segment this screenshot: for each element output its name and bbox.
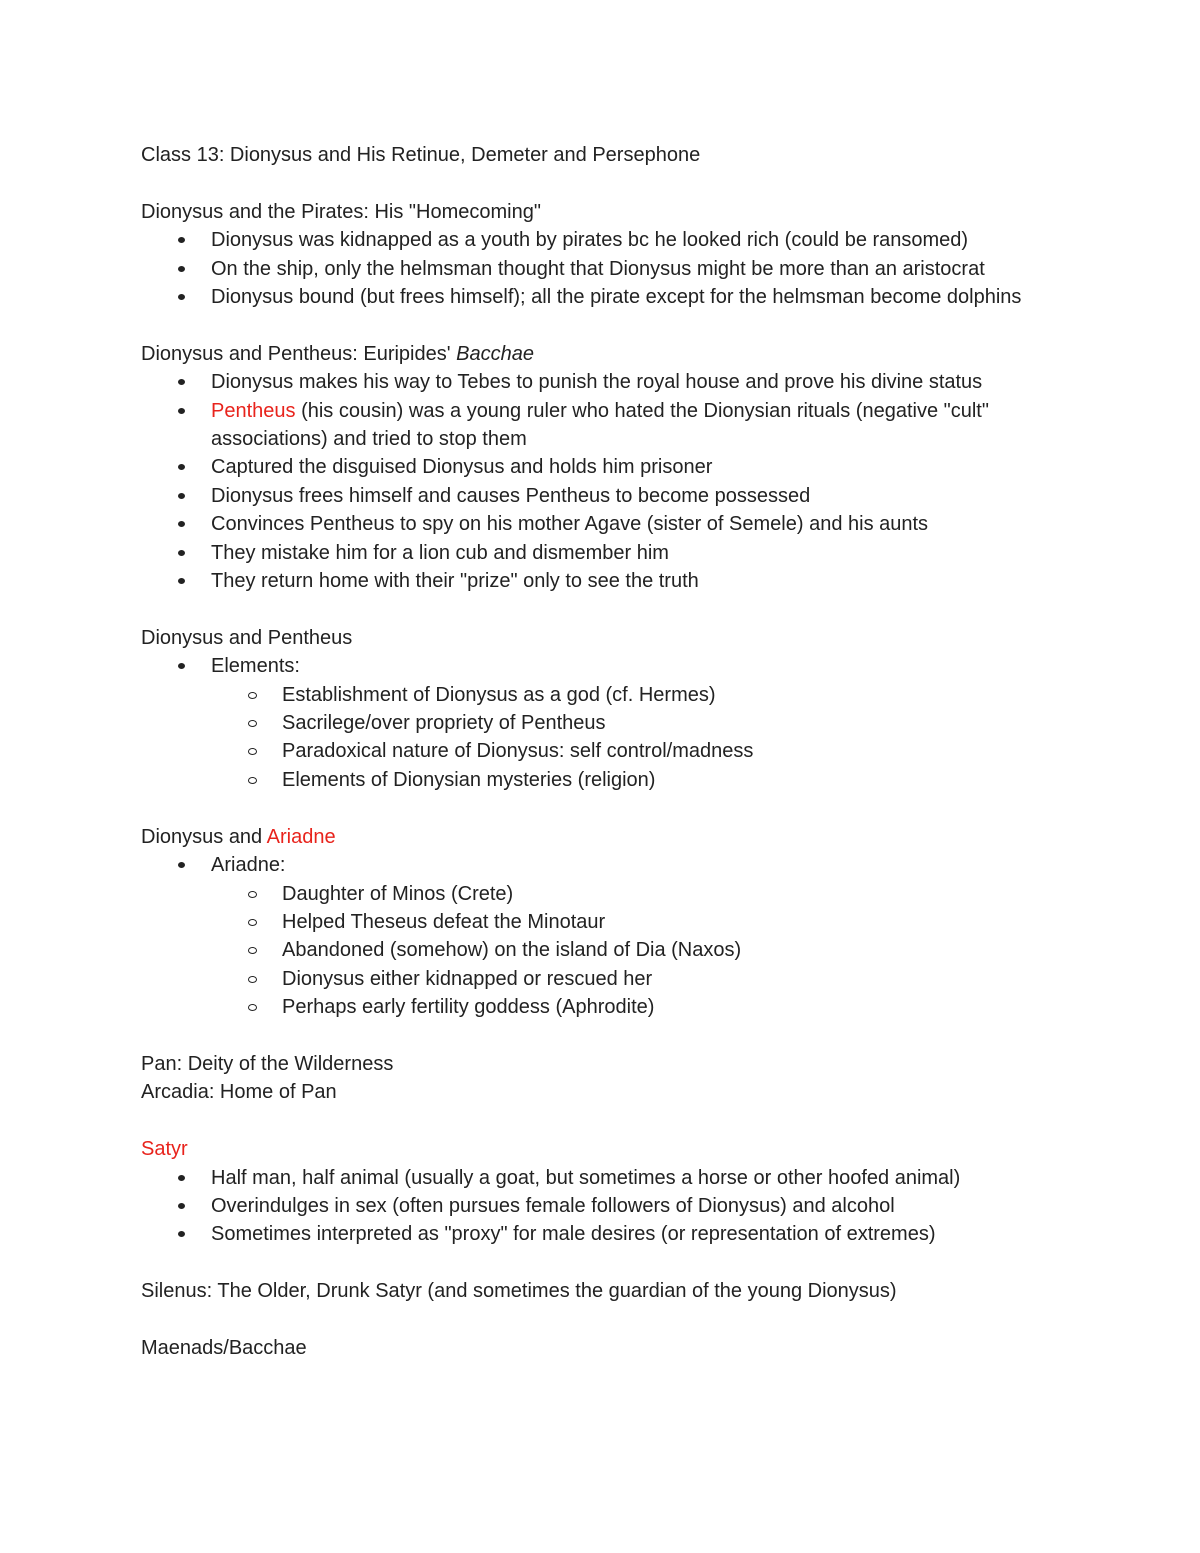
list-item: Half man, half animal (usually a goat, but sometimes a horse or other hoofed animal) xyxy=(141,1164,1071,1192)
list-item: Dionysus frees himself and causes Pentheus to become possessed xyxy=(141,482,1071,510)
pentheus-sublist xyxy=(211,681,1071,795)
sub-list-item: Sacrilege/over propriety of Pentheus xyxy=(211,709,1071,737)
section-heading-pentheus: Dionysus and Pentheus xyxy=(141,626,353,649)
maenads-line: Maenads/Bacchae xyxy=(141,1336,307,1359)
list-item-text: (his cousin) was a young ruler who hated the Dionysian rituals (negative "cult" associations) and tried to stop them xyxy=(211,399,989,451)
list-item: Dionysus makes his way to Tebes to punish the royal house and prove his divine status xyxy=(141,368,1071,396)
highlight-ariadne: Ariadne xyxy=(266,825,336,848)
section-heading-ariadne xyxy=(141,823,1071,851)
pan-line: Pan: Deity of the Wilderness xyxy=(141,1052,394,1075)
bacchae-list xyxy=(141,368,1071,595)
list-item: They return home with their "prize" only to see the truth xyxy=(141,567,1071,595)
spacer xyxy=(141,1249,1071,1277)
document-title: Class 13: Dionysus and His Retinue, Demeter and Persephone xyxy=(141,144,701,166)
list-item xyxy=(141,397,1071,454)
section-heading-bacchae xyxy=(141,340,1071,368)
spacer xyxy=(141,169,1071,197)
spacer xyxy=(141,1022,1071,1050)
list-item: Convinces Pentheus to spy on his mother Agave (sister of Semele) and his aunts xyxy=(141,510,1071,538)
highlight-pentheus: Pentheus xyxy=(211,399,296,422)
list-item: Sometimes interpreted as "proxy" for male desires (or representation of extremes) xyxy=(141,1220,1071,1248)
heading-text: Dionysus and Pentheus: Euripides' xyxy=(141,342,457,365)
sub-list-item: Establishment of Dionysus as a god (cf. Hermes) xyxy=(211,681,1071,709)
heading-text: Dionysus and xyxy=(141,825,267,848)
sub-list-item: Elements of Dionysian mysteries (religion) xyxy=(211,766,1071,794)
spacer xyxy=(141,1306,1071,1334)
list-item: Overindulges in sex (often pursues female followers of Dionysus) and alcohol xyxy=(141,1192,1071,1220)
section-heading-satyr: Satyr xyxy=(141,1138,188,1161)
sub-list-item: Helped Theseus defeat the Minotaur xyxy=(211,908,1071,936)
list-item: On the ship, only the helmsman thought that Dionysus might be more than an aristocrat xyxy=(141,255,1071,283)
spacer xyxy=(141,1107,1071,1135)
sub-list-item: Daughter of Minos (Crete) xyxy=(211,880,1071,908)
list-item: Captured the disguised Dionysus and holds him prisoner xyxy=(141,453,1071,481)
list-item: They mistake him for a lion cub and dismember him xyxy=(141,539,1071,567)
spacer xyxy=(141,794,1071,822)
section-heading-pirates: Dionysus and the Pirates: His "Homecoming" xyxy=(141,200,541,223)
list-item-text: Elements: xyxy=(211,655,300,678)
list-item xyxy=(141,652,1071,794)
spacer xyxy=(141,311,1071,339)
sub-list-item: Abandoned (somehow) on the island of Dia (Naxos) xyxy=(211,936,1071,964)
pirates-list xyxy=(141,226,1071,311)
arcadia-line: Arcadia: Home of Pan xyxy=(141,1081,337,1104)
pentheus-list xyxy=(141,652,1071,794)
heading-italic-title: Bacchae xyxy=(456,342,534,365)
ariadne-sublist xyxy=(211,880,1071,1022)
list-item: Dionysus was kidnapped as a youth by pirates bc he looked rich (could be ransomed) xyxy=(141,226,1071,254)
sub-list-item: Perhaps early fertility goddess (Aphrodite) xyxy=(211,993,1071,1021)
satyr-list xyxy=(141,1164,1071,1249)
silenus-line: Silenus: The Older, Drunk Satyr (and sometimes the guardian of the young Dionysus) xyxy=(141,1280,897,1303)
sub-list-item: Paradoxical nature of Dionysus: self control/madness xyxy=(211,737,1071,765)
document-body xyxy=(141,141,1071,1362)
list-item xyxy=(141,851,1071,1021)
spacer xyxy=(141,595,1071,623)
list-item: Dionysus bound (but frees himself); all the pirate except for the helmsman become dolphins xyxy=(141,283,1071,311)
ariadne-list xyxy=(141,851,1071,1021)
sub-list-item: Dionysus either kidnapped or rescued her xyxy=(211,965,1071,993)
list-item-text: Ariadne: xyxy=(211,854,286,877)
